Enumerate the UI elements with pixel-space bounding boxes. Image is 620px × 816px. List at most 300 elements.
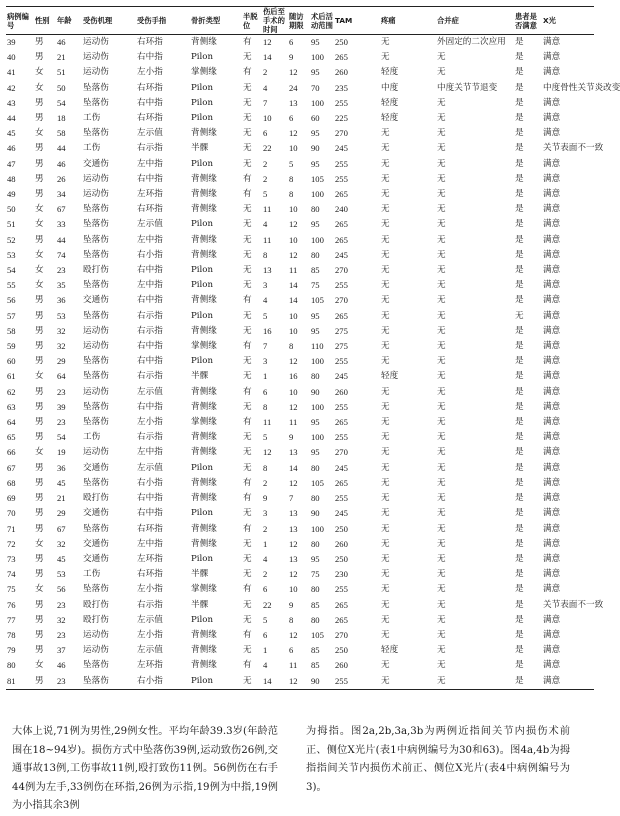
- cell-case-no: 66: [7, 447, 16, 458]
- cell-dislocation: 无: [243, 508, 252, 519]
- cell-dislocation: 无: [243, 249, 252, 260]
- cell-rom: 85: [311, 599, 320, 610]
- cell-mechanism: 运动伤: [83, 386, 109, 397]
- cell-complication: 无: [437, 234, 446, 245]
- cell-follow-up: 16: [289, 371, 298, 382]
- cell-xray: 关节表面不一致: [543, 599, 604, 610]
- cell-case-no: 43: [7, 97, 16, 108]
- cell-dislocation: 无: [243, 219, 252, 230]
- cell-injury-to-surgery: 2: [263, 477, 268, 488]
- cell-complication: 无: [437, 310, 446, 321]
- cell-case-no: 55: [7, 280, 16, 291]
- cell-xray: 满意: [543, 189, 561, 200]
- cell-fracture-type: Pilon: [191, 310, 213, 321]
- cell-age: 64: [57, 371, 66, 382]
- cell-finger: 右示指: [137, 371, 163, 382]
- cell-dislocation: 无: [243, 52, 252, 63]
- cell-mechanism: 殴打伤: [83, 599, 109, 610]
- cell-tam: 255: [335, 97, 348, 108]
- cell-follow-up: 12: [289, 675, 298, 686]
- table-row: [6, 658, 594, 673]
- header-follow-up: 随访期限: [289, 11, 304, 30]
- cell-mechanism: 工伤: [83, 569, 101, 580]
- cell-satisfied: 是: [515, 204, 524, 215]
- cell-complication: 无: [437, 249, 446, 260]
- cell-tam: 245: [335, 508, 348, 519]
- cell-age: 67: [57, 523, 66, 534]
- cell-case-no: 56: [7, 295, 16, 306]
- table-row: [6, 157, 594, 172]
- cell-case-no: 75: [7, 584, 16, 595]
- cell-injury-to-surgery: 2: [263, 158, 268, 169]
- cell-mechanism: 运动伤: [83, 37, 109, 47]
- cell-finger: 左小指: [137, 584, 163, 595]
- cell-dislocation: 无: [243, 128, 252, 139]
- cell-sex: 男: [35, 310, 44, 321]
- cell-satisfied: 是: [515, 493, 524, 504]
- cell-dislocation: 有: [243, 493, 252, 504]
- cell-age: 74: [57, 249, 66, 260]
- cell-satisfied: 是: [515, 371, 524, 382]
- header-row: [6, 7, 594, 35]
- cell-case-no: 65: [7, 432, 16, 443]
- cell-fracture-type: Pilon: [191, 280, 213, 291]
- cell-complication: 无: [437, 584, 446, 595]
- cell-case-no: 45: [7, 128, 16, 139]
- cell-satisfied: 是: [515, 67, 524, 78]
- cell-finger: 左示值: [137, 128, 163, 139]
- table-row: [6, 674, 594, 690]
- table-row: [6, 248, 594, 263]
- cell-xray: 满意: [543, 52, 561, 63]
- table-row: [6, 445, 594, 460]
- table-row: [6, 81, 594, 96]
- cell-injury-to-surgery: 3: [263, 508, 268, 519]
- cell-rom: 80: [311, 204, 320, 215]
- cell-tam: 245: [335, 143, 348, 154]
- table-row: [6, 233, 594, 248]
- cell-follow-up: 9: [289, 432, 294, 443]
- cell-sex: 男: [35, 614, 44, 625]
- cell-age: 58: [57, 128, 66, 139]
- cell-age: 35: [57, 280, 66, 291]
- cell-xray: 满意: [543, 477, 561, 488]
- cell-finger: 右中指: [137, 173, 163, 184]
- cell-satisfied: 是: [515, 143, 524, 154]
- cell-rom: 80: [311, 614, 320, 625]
- cell-case-no: 80: [7, 660, 16, 671]
- cell-xray: 满意: [543, 432, 561, 443]
- cell-sex: 男: [35, 113, 44, 124]
- cell-case-no: 44: [7, 113, 16, 124]
- cell-fracture-type: 背侧缘: [191, 645, 217, 656]
- cell-tam: 265: [335, 234, 348, 245]
- cell-dislocation: 无: [243, 265, 252, 276]
- cell-case-no: 51: [7, 219, 16, 230]
- cell-rom: 100: [311, 189, 324, 200]
- cell-satisfied: 是: [515, 675, 524, 686]
- cell-dislocation: 无: [243, 675, 252, 686]
- cell-complication: 无: [437, 52, 446, 63]
- cell-finger: 右中指: [137, 341, 163, 352]
- cell-rom: 90: [311, 143, 320, 154]
- cell-follow-up: 8: [289, 614, 294, 625]
- table-row: [6, 278, 594, 293]
- cell-pain: 无: [381, 553, 390, 564]
- cell-tam: 255: [335, 493, 348, 504]
- cell-dislocation: 有: [243, 37, 252, 47]
- cell-fracture-type: Pilon: [191, 462, 213, 473]
- cell-satisfied: 是: [515, 234, 524, 245]
- cell-tam: 265: [335, 417, 348, 428]
- cell-rom: 100: [311, 97, 324, 108]
- cell-sex: 男: [35, 173, 44, 184]
- cell-satisfied: 是: [515, 37, 524, 47]
- cell-age: 37: [57, 645, 66, 656]
- cell-pain: 无: [381, 508, 390, 519]
- cell-complication: 无: [437, 508, 446, 519]
- cell-case-no: 69: [7, 493, 16, 504]
- cell-injury-to-surgery: 4: [263, 295, 268, 306]
- cell-mechanism: 坠落伤: [83, 204, 109, 215]
- cell-finger: 右环指: [137, 569, 163, 580]
- table-row: [6, 491, 594, 506]
- cell-xray: 满意: [543, 219, 561, 230]
- cell-follow-up: 10: [289, 584, 298, 595]
- cell-fracture-type: Pilon: [191, 265, 213, 276]
- cell-xray: 满意: [543, 493, 561, 504]
- table-row: [6, 339, 594, 354]
- cell-follow-up: 10: [289, 325, 298, 336]
- cell-pain: 轻度: [381, 67, 399, 78]
- cell-rom: 110: [311, 341, 324, 352]
- cell-mechanism: 运动伤: [83, 67, 109, 78]
- cell-satisfied: 是: [515, 341, 524, 352]
- cell-tam: 270: [335, 629, 348, 640]
- cell-finger: 右中指: [137, 97, 163, 108]
- cell-age: 50: [57, 82, 66, 93]
- cell-tam: 255: [335, 432, 348, 443]
- cell-injury-to-surgery: 6: [263, 584, 268, 595]
- cell-case-no: 63: [7, 401, 16, 412]
- cell-finger: 右小指: [137, 477, 163, 488]
- cell-tam: 270: [335, 128, 348, 139]
- cell-dislocation: 无: [243, 599, 252, 610]
- cell-follow-up: 6: [289, 645, 294, 656]
- cell-complication: 无: [437, 128, 446, 139]
- cell-rom: 80: [311, 371, 320, 382]
- table-row: [6, 522, 594, 537]
- cell-sex: 男: [35, 295, 44, 306]
- cell-fracture-type: 背侧缘: [191, 173, 217, 184]
- table-row: [6, 385, 594, 400]
- cell-age: 36: [57, 462, 66, 473]
- cell-pain: 轻度: [381, 113, 399, 124]
- cell-dislocation: 无: [243, 143, 252, 154]
- cell-satisfied: 是: [515, 462, 524, 473]
- cell-pain: 无: [381, 523, 390, 534]
- cell-sex: 女: [35, 219, 44, 230]
- header-sex: 性别: [35, 16, 50, 25]
- cell-tam: 260: [335, 660, 348, 671]
- cell-pain: 无: [381, 675, 390, 686]
- cell-complication: 无: [437, 341, 446, 352]
- cell-injury-to-surgery: 5: [263, 310, 268, 321]
- header-complication: 合并症: [437, 16, 459, 25]
- cell-mechanism: 运动伤: [83, 341, 109, 352]
- cell-finger: 左小指: [137, 629, 163, 640]
- cell-sex: 男: [35, 645, 44, 656]
- cell-sex: 男: [35, 477, 44, 488]
- cell-satisfied: 是: [515, 614, 524, 625]
- cell-xray: 满意: [543, 614, 561, 625]
- cell-follow-up: 10: [289, 204, 298, 215]
- cell-mechanism: 殴打伤: [83, 614, 109, 625]
- cell-follow-up: 14: [289, 295, 298, 306]
- cell-injury-to-surgery: 14: [263, 52, 272, 63]
- cell-satisfied: 是: [515, 52, 524, 63]
- cell-finger: 右小指: [137, 675, 163, 686]
- cell-pain: 无: [381, 310, 390, 321]
- cell-sex: 女: [35, 538, 44, 549]
- cell-mechanism: 坠落伤: [83, 249, 109, 260]
- cell-satisfied: 是: [515, 523, 524, 534]
- cell-sex: 女: [35, 204, 44, 215]
- cell-finger: 左中指: [137, 234, 163, 245]
- cell-case-no: 62: [7, 386, 16, 397]
- cell-fracture-type: Pilon: [191, 52, 213, 63]
- cell-dislocation: 无: [243, 280, 252, 291]
- cell-tam: 275: [335, 325, 348, 336]
- cell-xray: 满意: [543, 386, 561, 397]
- cell-complication: 无: [437, 356, 446, 367]
- cell-xray: 关节表面不一致: [543, 143, 604, 154]
- cell-rom: 90: [311, 386, 320, 397]
- cell-finger: 右示指: [137, 310, 163, 321]
- cell-complication: 无: [437, 493, 446, 504]
- cell-tam: 255: [335, 280, 348, 291]
- cell-injury-to-surgery: 3: [263, 356, 268, 367]
- cell-mechanism: 运动伤: [83, 629, 109, 640]
- cell-injury-to-surgery: 7: [263, 97, 268, 108]
- cell-sex: 女: [35, 371, 44, 382]
- cell-case-no: 48: [7, 173, 16, 184]
- cell-rom: 80: [311, 538, 320, 549]
- cell-xray: 满意: [543, 417, 561, 428]
- cell-mechanism: 工伤: [83, 113, 101, 124]
- cell-xray: 满意: [543, 675, 561, 686]
- table-row: [6, 461, 594, 476]
- cell-follow-up: 8: [289, 341, 294, 352]
- cell-age: 32: [57, 614, 66, 625]
- cell-sex: 女: [35, 82, 44, 93]
- cell-xray: 满意: [543, 158, 561, 169]
- cell-rom: 105: [311, 295, 324, 306]
- cell-satisfied: 是: [515, 158, 524, 169]
- table-body: [6, 35, 620, 690]
- cell-finger: 右中指: [137, 356, 163, 367]
- cell-fracture-type: 掌侧缘: [191, 417, 217, 428]
- cell-follow-up: 6: [289, 113, 294, 124]
- cell-satisfied: 无: [515, 310, 524, 321]
- cell-satisfied: 是: [515, 82, 524, 93]
- cell-rom: 85: [311, 265, 320, 276]
- cell-xray: 满意: [543, 447, 561, 458]
- cell-complication: 无: [437, 173, 446, 184]
- cell-age: 34: [57, 189, 66, 200]
- body-paragraph-left: 大体上说,71例为男性,29例女性。平均年龄39.3岁(年龄范围在18~94岁)。损伤方式中坠落伤39例,运动致伤26例,交通事故13例,工伤事故11例,殴打致伤11例。56例伤在右手44例为左手,33例伤在环指,26例为示指,19例为中指,19例为小指其余3例: [12, 726, 278, 812]
- cell-finger: 右中指: [137, 52, 163, 63]
- cell-finger: 右示指: [137, 432, 163, 443]
- cell-tam: 255: [335, 158, 348, 169]
- cell-pain: 无: [381, 52, 390, 63]
- cell-xray: 满意: [543, 553, 561, 564]
- cell-dislocation: 无: [243, 204, 252, 215]
- cell-pain: 轻度: [381, 97, 399, 108]
- cell-fracture-type: 背侧缘: [191, 295, 217, 306]
- cell-mechanism: 坠落伤: [83, 660, 109, 671]
- cell-rom: 80: [311, 462, 320, 473]
- cell-fracture-type: 背侧缘: [191, 234, 217, 245]
- cell-case-no: 40: [7, 52, 16, 63]
- cell-injury-to-surgery: 1: [263, 538, 268, 549]
- cell-case-no: 61: [7, 371, 16, 382]
- table-row: [6, 126, 594, 141]
- cell-pain: 无: [381, 417, 390, 428]
- cell-fracture-type: Pilon: [191, 113, 213, 124]
- cell-injury-to-surgery: 6: [263, 629, 268, 640]
- cell-pain: 无: [381, 432, 390, 443]
- cell-pain: 无: [381, 37, 390, 47]
- cell-satisfied: 是: [515, 325, 524, 336]
- cell-finger: 右小指: [137, 249, 163, 260]
- cell-injury-to-surgery: 2: [263, 523, 268, 534]
- cell-sex: 男: [35, 508, 44, 519]
- cell-case-no: 49: [7, 189, 16, 200]
- cell-injury-to-surgery: 16: [263, 325, 272, 336]
- cell-injury-to-surgery: 6: [263, 128, 268, 139]
- cell-finger: 左中指: [137, 447, 163, 458]
- cell-sex: 男: [35, 97, 44, 108]
- cell-pain: 轻度: [381, 371, 399, 382]
- cell-satisfied: 是: [515, 417, 524, 428]
- cell-case-no: 59: [7, 341, 16, 352]
- cell-dislocation: 无: [243, 614, 252, 625]
- cell-satisfied: 是: [515, 295, 524, 306]
- cell-rom: 80: [311, 584, 320, 595]
- cell-tam: 255: [335, 675, 348, 686]
- cell-case-no: 81: [7, 675, 16, 686]
- cell-tam: 265: [335, 310, 348, 321]
- cell-case-no: 72: [7, 538, 16, 549]
- cell-sex: 男: [35, 523, 44, 534]
- cell-fracture-type: Pilon: [191, 614, 213, 625]
- cell-mechanism: 坠落伤: [83, 675, 109, 686]
- cell-complication: 无: [437, 417, 446, 428]
- cell-age: 23: [57, 265, 66, 276]
- cell-complication: 无: [437, 204, 446, 215]
- cell-finger: 右示指: [137, 143, 163, 154]
- cell-mechanism: 交通伤: [83, 158, 109, 169]
- cell-rom: 95: [311, 158, 320, 169]
- cell-finger: 右环指: [137, 523, 163, 534]
- cell-case-no: 70: [7, 508, 16, 519]
- cell-finger: 左示值: [137, 462, 163, 473]
- cell-case-no: 76: [7, 599, 16, 610]
- header-rom: 术后活动范围: [311, 11, 333, 30]
- cell-tam: 265: [335, 614, 348, 625]
- cell-finger: 右环指: [137, 113, 163, 124]
- cell-finger: 右中指: [137, 493, 163, 504]
- cell-xray: 满意: [543, 67, 561, 78]
- cell-complication: 无: [437, 569, 446, 580]
- cell-mechanism: 交通伤: [83, 538, 109, 549]
- cell-injury-to-surgery: 11: [263, 417, 272, 428]
- cell-satisfied: 是: [515, 113, 524, 124]
- cell-rom: 100: [311, 356, 324, 367]
- cell-mechanism: 坠落伤: [83, 97, 109, 108]
- cell-xray: 满意: [543, 325, 561, 336]
- cell-injury-to-surgery: 3: [263, 280, 268, 291]
- cell-sex: 男: [35, 189, 44, 200]
- cell-injury-to-surgery: 1: [263, 645, 268, 656]
- cell-mechanism: 坠落伤: [83, 371, 109, 382]
- cell-dislocation: 无: [243, 234, 252, 245]
- cell-xray: 满意: [543, 204, 561, 215]
- cell-case-no: 53: [7, 249, 16, 260]
- cell-finger: 右示指: [137, 325, 163, 336]
- cell-rom: 105: [311, 629, 324, 640]
- cell-tam: 235: [335, 82, 348, 93]
- cell-sex: 女: [35, 447, 44, 458]
- cell-mechanism: 坠落伤: [83, 523, 109, 534]
- cell-case-no: 67: [7, 462, 16, 473]
- cell-finger: 左示值: [137, 645, 163, 656]
- cell-case-no: 39: [7, 37, 16, 47]
- cell-rom: 85: [311, 660, 320, 671]
- table-row: [6, 537, 594, 552]
- cell-follow-up: 7: [289, 493, 294, 504]
- cell-fracture-type: Pilon: [191, 158, 213, 169]
- cell-dislocation: 有: [243, 189, 252, 200]
- cell-mechanism: 殴打伤: [83, 493, 109, 504]
- cell-tam: 275: [335, 341, 348, 352]
- cell-fracture-type: 背侧缘: [191, 204, 217, 215]
- cell-finger: 左中指: [137, 280, 163, 291]
- cell-dislocation: 无: [243, 462, 252, 473]
- cell-tam: 265: [335, 52, 348, 63]
- cell-pain: 无: [381, 584, 390, 595]
- table-row: [6, 111, 594, 126]
- cell-sex: 男: [35, 356, 44, 367]
- cell-complication: 无: [437, 614, 446, 625]
- cell-rom: 95: [311, 219, 320, 230]
- cell-injury-to-surgery: 22: [263, 143, 272, 154]
- cell-pain: 无: [381, 341, 390, 352]
- cell-pain: 无: [381, 599, 390, 610]
- cell-satisfied: 是: [515, 128, 524, 139]
- cell-case-no: 52: [7, 234, 16, 245]
- cell-xray: 满意: [543, 523, 561, 534]
- cell-follow-up: 12: [289, 249, 298, 260]
- table-row: [6, 567, 594, 582]
- cell-fracture-type: 背侧缘: [191, 432, 217, 443]
- cell-injury-to-surgery: 5: [263, 432, 268, 443]
- cell-sex: 男: [35, 629, 44, 640]
- cell-xray: 满意: [543, 249, 561, 260]
- cell-xray: 满意: [543, 280, 561, 291]
- cell-dislocation: 无: [243, 310, 252, 321]
